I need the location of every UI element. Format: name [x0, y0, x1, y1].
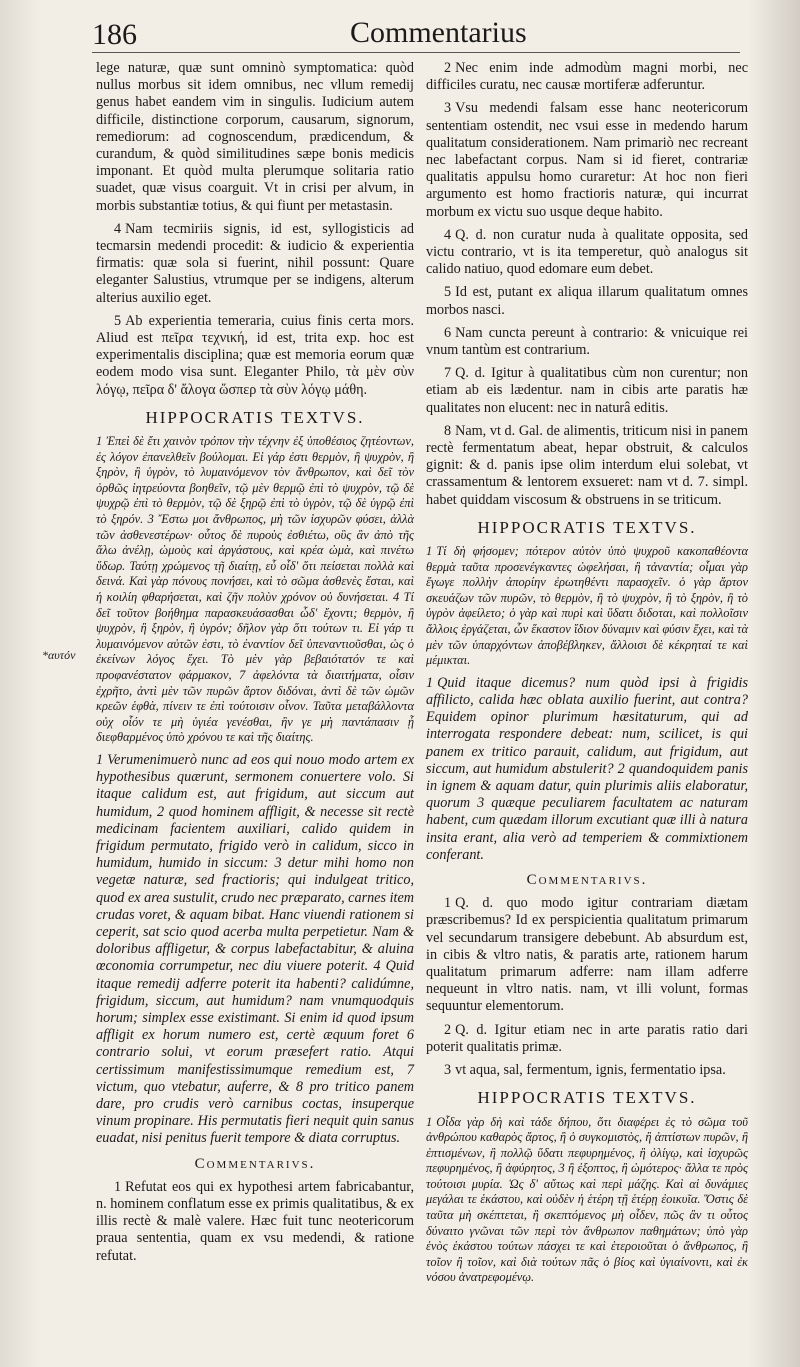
paragraph-number: 1: [96, 751, 104, 768]
paragraph-number: 1: [444, 895, 452, 912]
commentary-paragraph: [426, 1022, 748, 1056]
paragraph-number: 1: [114, 1178, 122, 1195]
right-paragraph: [426, 60, 748, 94]
paragraph-number: 1: [426, 674, 434, 691]
commentary-paragraph: [96, 1179, 414, 1265]
paragraph-number: 5: [444, 284, 452, 301]
right-column: [426, 60, 748, 1292]
paragraph-text: Nam tecmiriis signis, id est, syllogisticis ad tecmarsin medendi procedit: & iudicio & experientia firmatis: quæ sola si fuerint, nihil possunt: Quare eleganter Salustius, vtrumque per se indigens, alterum alterius auxilio eget.: [96, 220, 414, 306]
running-title: Commentarius: [350, 16, 527, 49]
paragraph-text: Nam cuncta pereunt à contrario: & vnicuique rei vnum tantùm est contrarium.: [426, 324, 748, 359]
greek-text-block: [426, 1115, 748, 1287]
paragraph-number: 2: [444, 1021, 452, 1038]
page-shadow-left: [0, 0, 40, 1367]
section-heading: HIPPOCRATIS TEXTVS.: [477, 1088, 697, 1108]
right-paragraph: [426, 284, 748, 318]
paragraph-text: Refutat eos qui ex hypothesi artem fabricabantur, n. hominem conflatum esse ex primis qualitatibus, & ex illis rectè & malè valere. Hæc fuit tunc neotericorum praua sententia, quam ex vsu medendi, & ratione refutat.: [96, 1178, 414, 1264]
paragraph-number: 4: [114, 220, 122, 237]
commentary-heading: Commentarivs.: [526, 872, 648, 889]
commentary-heading: Commentarivs.: [194, 1155, 316, 1172]
paragraph-number: 1: [96, 434, 103, 449]
right-paragraph: [426, 325, 748, 359]
header-rule: [92, 52, 740, 53]
right-paragraph: [426, 100, 748, 220]
paragraph-text: Q. d. quo modo igitur contrariam diætam præscribemus? Id ex perspicientia qualitatum primarum vel secundarum transigere debebunt. Ab absurdum est, in cibis & vltro natis, & paratis arte, rationem harum qualitatum primarum adferre: nam illam adferre nequeunt in vltro natis. nam, vt illi volunt, formas sequuntur elementorum.: [426, 895, 748, 1015]
paragraph-number: 8: [444, 422, 452, 439]
paragraph-text: Vsu medendi falsam esse hanc neotericorum sententiam ostendit, nec vsui esse in medendo harum qualitatum considerationem. Nam primariò nec recreant nec labefactant corpus. Nam si id fieret, contrariæ qualitatis appulsu homo curaretur: At hoc non fieri argumento est homo fractioris naturæ, qui incurrat morbum ex victu suo usque deque habito.: [426, 100, 748, 220]
greek-text-block: [96, 434, 414, 746]
commentary-paragraph: [426, 895, 748, 1015]
section-heading: HIPPOCRATIS TEXTVS.: [145, 407, 365, 427]
page-shadow-right: [748, 0, 800, 1367]
left-paragraph-continued: lege naturæ, quæ sunt omninò symptomatica: quòd nullus morbus sit idem omnibus, nec vllum remedij genus habet eandem vim in singulis. Iudicium autem difficile, distinctione corporum, causarum, signorum, remediorum: ad cognoscendum, prædicendum, & curandum, & quòd similitudines sæpe bonis medicis imponant. Et quòd multa plerumque solitaria ratio suadet, quæ visus coarguit. Vt in crisi per alvum, in morbis substantiæ totius, & qui fiunt per metastasin.: [96, 60, 414, 214]
greek-text: Τί δὴ φήσομεν; πότερον αὐτὸν ὑπὸ ψυχροῦ κακοπαθέοντα θερμὰ ταῦτα προσενέγκαντες ὠφελήσαι, ἢ τἀναντία; οἶμαι γὰρ ἔγωγε πολλὴν ἀπορίην ἐρωτηθέντι παρασχεῖν. ὁ γὰρ ἄρτον σκευάζων τῶν πυρῶν, τὸ θερμὸν, ἢ τὸ ψυχρὸν, ἢ τὸ ξηρὸν, ἢ τὸ ὑγρὸν ἀφείλετο; ὁ γὰρ καὶ πυρὶ καὶ ὕδατι διδοται, καὶ πολλοῖσιν ἄλλοις ἐργάζεται, ὧν ἕκαστον ἴδιον δύναμιν καὶ φύσιν ἔχει, καὶ τὰ μὲν τῶν ὑπαρχόντων ἀποβέβληκεν, ἄλλοισι δὲ κέκρηταί τε καὶ μέμικται.: [426, 544, 748, 668]
paragraph-number: 6: [444, 324, 452, 341]
latin-translation-block: [96, 752, 414, 1148]
left-column: [96, 60, 414, 1271]
paragraph-number: 3: [444, 1062, 452, 1079]
paragraph-number: 3: [444, 100, 452, 117]
greek-text: Ἐπεὶ δὲ ἔτι χαινὸν τρόπον τὴν τέχνην ἐξ ὑποθέσιος ζητέοντων, ἐς λόγον ἐπανελθεῖν βούλομαι. Εἰ γάρ ἐστι θερμὸν, ἢ ψυχρὸν, ἢ ξηρὸν, ἢ ὑγρὸν, τὸ λυμαινόμενον τὸν ἄνθρωπον, καὶ δεῖ τὸν ὀρθῶς ἰητρεύοντα βοηθεῖν, τῷ μὲν θερμῷ ἐπὶ τὸ ψυχρὸν, τῷ δὲ ψυχρῷ ἐπὶ τὸ θερμὸν, τῷ δὲ ξηρῷ ἐπὶ τὸ ὑγρὸν, τῷ δὲ ὑγρῷ ἐπὶ τὸ ξηρόν. 3 Ἔστω μοι ἄνθρωπος, μὴ τῶν ἰσχυρῶν φύσει, ἀλλὰ τῶν ἀσθενεστέρων· οὗτος δὲ πυροὺς ἐσθιέτω, οὓς ἂν ἀπὸ τῆς ἅλω ἀνέλῃ, ὠμοὺς καὶ ἀργάστους, καὶ κρέα ὠμὰ, καὶ πινέτω ὕδωρ. Ταύτῃ χρώμενος τῇ διαίτῃ, εὖ οἶδ' ὅτι πείσεται πολλὰ καὶ δεινά. Καὶ γὰρ πόνους πονήσει, καὶ τὸ σῶμα ἀσθενὲς ἔσται, καὶ ἡ κοιλίη φθαρήσεται, καὶ ζῆν πολὺν χρόνον οὐ δυνήσεται. 4 Τί δεῖ τοῦτον βοήθημα παρασκευάσασθαι ὧδ' ἔχοντι; θερμὸν, ἢ ψυχρὸν, ἢ ξηρὸν, ἢ ὑγρόν; δῆλον γὰρ ὅτι τούτων τι. Εἰ γάρ τι λυμαινόμενον αὐτῶν ἐστι, τὸ ἐναντίον δεῖ ὑπεναντιοῦσθαι, ὡς ὁ ἐκείνων λόγος ἔχει. Τὸ μὲν γὰρ βεβαιότατόν τε καὶ προφανέστατον φάρμακον, 7 ἀφελόντα τὰ διαιτήματα, οἷσιν ἐχρῆτο, ἀντὶ μὲν τῶν πυρῶν ἄρτον διδόναι, ἀντὶ δὲ τῶν ὠμῶν κρεῶν ἑφθὰ, πίνειν τε ἐπὶ τούτοισιν οἶνον. Ταῦτα μεταβάλλοντα οὐχ οἷόν τε μὴ ὑγιέα γενέσθαι, ἢν γε μὴ παντάπασιν ᾖ διεφθαρμένος ὑπὸ χρόνου τε καὶ τῆς διαίτης.: [96, 434, 414, 745]
paragraph-number: 1: [426, 544, 433, 559]
paragraph-text: Q. d. Igitur à qualitatibus cùm non curentur; non etiam ab eis lædentur. nam in cibis arte paratis hæ qualitates non elucent: nec in naturâ editis.: [426, 365, 748, 416]
paragraph-text: vt aqua, sal, fermentum, ignis, fermentatio ipsa.: [455, 1062, 726, 1079]
right-paragraph: [426, 227, 748, 279]
left-paragraph: [96, 221, 414, 307]
paragraph-text: Id est, putant ex aliqua illarum qualitatum omnes morbos nasci.: [426, 284, 748, 318]
latin-text: Verumenimuerò nunc ad eos qui nouo modo artem ex hypothesibus quærunt, sermonem conuertere volo. Si itaque calidum est, aut frigidum, aut siccum aut humidum, 2 quod hominem affligit, & necesse sit rectè medicinam facientem auxiliari, calido quidem in frigidum permutato, frigido verò in calidum, sicco in humidum, humido in siccum: 3 detur mihi homo non vegetæ naturæ, sed fractioris; qui indulgeat tritico, quod ex area sustulit, crudo nec præparato, carnes item crudas voret, & aquam bibat. Hanc viuendi rationem si ceperit, sat scio quod acerba multa perpetietur. Nam & doloribus affligetur, & corpus labefactabitur, & aluina œconomia corrumpetur, nec diu viuere poterit. 4 Quid itaque remedij adferre poterit ita habenti? calidúmne, frigidum, siccum, aut humidum? nam vnumquodquis horum; simplex esse existimant. Si enim id quod ipsum affligit ex horum numero est, certè æquum foret 6 contrario solui, vt eorum præsefert ratio. Atqui certissimum manifestissimumque remedium est, 7 victum, quo vtebatur, auferre, & 8 pro tritico panem dare, pro crudis verò carnibus coctas, insuperque vinum propinare. His permutatis fieri nequit quin sanus euadat, nisi penitus fuerit tempore & diata corruptus.: [96, 751, 414, 1147]
paragraph-number: 1: [426, 1114, 433, 1129]
paragraph-text: Nam, vt d. Gal. de alimentis, triticum nisi in panem rectè fermentatum abeat, hepar obstruit, & calculos gignit: & d. panis ipse olim interdum elui solebat, vt crassamentum & lentorem exsueret: nam vt d. 7. simpl. habet quiddam viscosum & obstruens in se triticum.: [426, 422, 748, 508]
paragraph-number: 4: [444, 226, 452, 243]
paragraph-text: Nec enim inde admodùm magni morbi, nec difficiles curatu, nec causæ mortiferæ adferuntur.: [426, 60, 748, 94]
left-paragraph: [96, 313, 414, 399]
latin-text: Quid itaque dicemus? num quòd ipsi à frigidis affilicto, calida hæc oblata auxilio fuerint, aut contra? Equidem opinor plurimum hæsitaturum, qui ad interrogata respondere debeat: num, scilicet, is qui panem ex tritico parauit, calidum, aut frigidum, aut siccum, aut humidum abstulerit? 2 quandoquidem panis in ignem & aquam datur, quin plurimis aliis elaboratur, quorum 3 quæque peculiarem facultatem ac naturam habent, cum quædam illorum excutiant quæ illi à natura insita erant, alia verò ad temperiem & commixtionem conferant.: [426, 674, 748, 863]
section-heading: HIPPOCRATIS TEXTVS.: [477, 517, 697, 537]
greek-text-block: [426, 544, 748, 669]
commentary-paragraph: [426, 1062, 748, 1079]
paragraph-number: 2: [444, 60, 452, 76]
paragraph-text: Q. d. non curatur nuda à qualitate opposita, sed victu contrario, vt is ita temperetur, quò analogus sit calido natiuo, quod edomare eum debet.: [426, 226, 748, 278]
greek-text: Οἶδα γὰρ δὴ καὶ τάδε δήπου, ὅτι διαφέρει ἐς τὸ σῶμα τοῦ ἀνθρώπου καθαρὸς ἄρτος, ἢ ὁ συγκομιστὸς, ἢ ἀπτίστων πυρῶν, ἢ ἐπτισμένων, ἢ πολλῷ ὕδατι πεφυρημένος, ἢ ὀλίγῳ, καὶ ἰσχυρῶς πεφυρημένος, ἢ ἀφύρητος, 3 ἢ ἐξοπτος, ἢ ὠμότερος· ἄλλα τε πρὸς τούτοισι μυρία. Ὡς δ' αὔτως καὶ περὶ μάζης. Καὶ αἱ δυνάμιες μεγάλαι τε ἑκάστου, καὶ οὐδὲν ἡ ἑτέρη τῇ ἑτέρῃ ἐοικυῖα. Ὅστις δὲ ταῦτα μὴ σκέπτεται, ἢ σκεπτόμενος μὴ οἶδεν, πῶς ἂν τι οὗτος δύναιτο γνῶναι τῶν περὶ τὸν ἄνθρωπον παθημάτων; ὑπὸ γὰρ ἑνὸς ἑκάστου τούτων πάσχει τε καὶ ἑτεροιοῦται ὁ ἄνθρωπος, ἢ τοῖον ἢ τοῖον, καὶ διὰ τούτων πᾶς ὁ βίος καὶ ὑγιαίνοντι, καὶ ἐκ νόσου ἀνατρεφομένῳ.: [426, 1114, 748, 1285]
paragraph-number: 7: [444, 365, 452, 382]
paragraph-text: Q. d. Igitur etiam nec in arte paratis ratio dari poterit qualitatis primæ.: [426, 1021, 748, 1055]
paragraph-text: Ab experientia temeraria, cuius finis certa mors. Aliud est πεῖρα τεχνική, id est, trita exp. hoc est experimentalis disciplina; quæ est memoria eorum quæ eodem modo visa sunt. Eleganter Philo, τὰ μὲν σὺν λόγῳ, πεῖρα δ' ἄλογα ὥσπερ τὰ σὺν λόγῳ μάθη.: [96, 312, 414, 398]
margin-note: *αυτόν: [42, 648, 76, 662]
latin-translation-block: [426, 675, 748, 864]
paragraph-number: 5: [114, 312, 122, 329]
right-paragraph: [426, 423, 748, 509]
page-number: 186: [92, 18, 137, 51]
right-paragraph: [426, 365, 748, 417]
